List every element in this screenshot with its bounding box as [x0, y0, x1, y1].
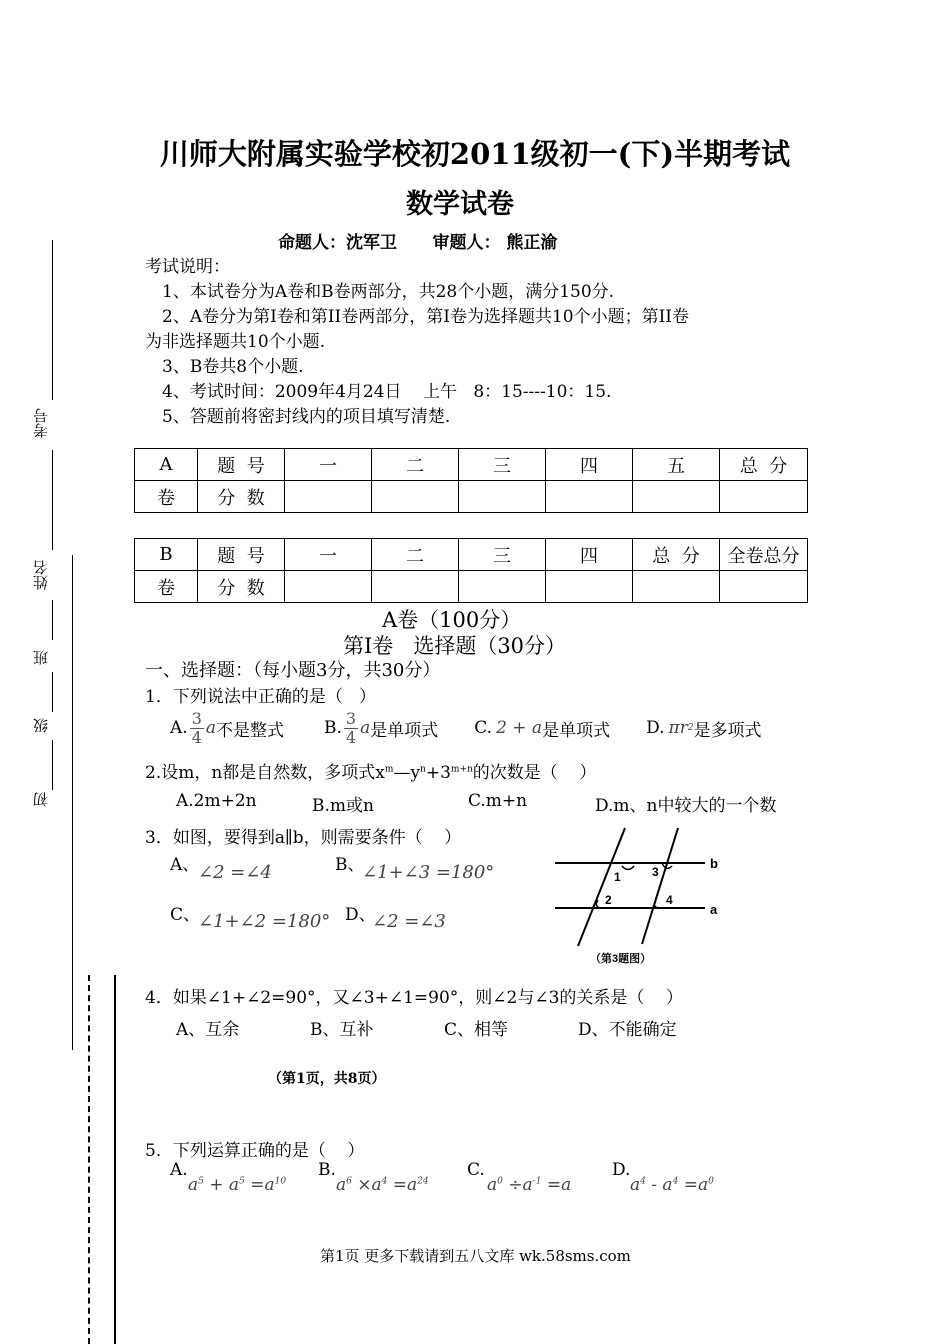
- section-heading: 一、选择题：（每小题3分，共30分）: [145, 660, 441, 681]
- table-a-col-3: 三: [459, 449, 546, 481]
- q1-b-num: 3: [345, 708, 357, 728]
- table-b-row2-header: 分 数: [198, 571, 285, 603]
- q2-mid-2: +3: [425, 763, 451, 783]
- table-b-label-top: B: [135, 539, 198, 571]
- q4-option-a: A、互余: [176, 1020, 240, 1040]
- q3-d-label: D、: [345, 905, 376, 925]
- exam-title: 川师大附属实验学校初2011级初一(下)半期考试: [159, 137, 791, 171]
- instruction-2: 2、A卷分为第I卷和第II卷两部分，第I卷为选择题共10个小题；第II卷: [162, 307, 690, 327]
- angle-arc-1: [622, 866, 634, 870]
- binding-line-3: [52, 600, 53, 640]
- q2-stem-pre: 2.设m，n都是自然数，多项式x: [145, 763, 385, 783]
- q3-figure: [550, 826, 730, 968]
- q2-option-b: B.m或n: [312, 796, 374, 816]
- table-b-score-cell[interactable]: [372, 571, 459, 603]
- table-a-col-total: 总 分: [720, 449, 808, 481]
- q1-b-text: 是单项式: [370, 720, 439, 741]
- seal-line-long: [72, 555, 73, 1050]
- q1-c-math: 2 + a: [496, 718, 543, 738]
- table-a-label-top: A: [135, 449, 198, 481]
- table-a-col-1: 一: [285, 449, 372, 481]
- label-kaohao: 考号: [32, 408, 50, 438]
- q1-a-label: A.: [170, 718, 188, 738]
- label-chu: 初: [32, 792, 50, 807]
- table-a-label-bottom: 卷: [135, 481, 198, 513]
- seal-line-dashed: [88, 975, 90, 1344]
- q3-a-math: ∠2 =∠4: [198, 862, 272, 883]
- score-table-a: [134, 448, 808, 513]
- q2-sup-2: n: [420, 764, 426, 775]
- q1-c-label: C.: [474, 718, 493, 738]
- seal-line-solid: [114, 975, 116, 1344]
- binding-line-5: [52, 740, 53, 790]
- table-a-col-5: 五: [633, 449, 720, 481]
- q1-options: [170, 706, 762, 750]
- q1-a-text: 不是整式: [216, 720, 285, 741]
- q1-a-den: 4: [191, 727, 202, 747]
- table-b-row1-header: 题 号: [198, 539, 285, 571]
- table-a-score-cell[interactable]: [459, 481, 546, 513]
- q1-a-num: 3: [191, 708, 202, 728]
- authors-line: 命题人：沈军卫 审题人： 熊正渝: [278, 233, 558, 253]
- q1-b-var: a: [360, 718, 371, 738]
- q3-c-math: ∠1+∠2 =180°: [198, 911, 331, 932]
- table-b-label-bottom: 卷: [135, 571, 198, 603]
- table-b-score-cell[interactable]: [546, 571, 633, 603]
- q2-sup-1: m: [384, 764, 394, 775]
- q5-d-math: $a^4 - a^4 =a^0$: [630, 1175, 714, 1195]
- table-a-score-cell[interactable]: [720, 481, 808, 513]
- table-a-score-cell[interactable]: [372, 481, 459, 513]
- angle-arc-4: [654, 901, 658, 908]
- table-b-col-1: 一: [285, 539, 372, 571]
- q2-mid-1: —y: [393, 763, 421, 783]
- q4-stem: 4．如果∠1+∠2=90°，又∠3+∠1=90°，则∠2与∠3的关系是（ ）: [145, 988, 684, 1008]
- q3-b-math: ∠1+∠3 =180°: [362, 862, 495, 883]
- q5-stem: 5．下列运算正确的是（ ）: [145, 1141, 365, 1161]
- q1-stem: 1．下列说法中正确的是（ ）: [145, 687, 377, 707]
- table-b-score-cell[interactable]: [459, 571, 546, 603]
- q1-d-sup: 2: [687, 723, 694, 733]
- table-a-score-cell[interactable]: [633, 481, 720, 513]
- q5-c-label: C.: [467, 1160, 485, 1180]
- q5-a-math: $a^5 + a^5 =a^{10}$: [188, 1175, 287, 1195]
- q5-a-label: A.: [170, 1160, 188, 1180]
- table-b-col-3: 三: [459, 539, 546, 571]
- q4-option-b: B、互补: [310, 1020, 374, 1040]
- q3-d-math: ∠2 =∠3: [372, 911, 446, 932]
- q3-b-label: B、: [335, 855, 365, 875]
- q1-d-math: πr: [668, 718, 688, 738]
- label-a: a: [710, 902, 718, 917]
- table-b-score-cell[interactable]: [633, 571, 720, 603]
- page-footer: 第1页 更多下载请到五八文库 wk.58sms.com: [320, 1247, 631, 1265]
- q5-b-label: B.: [318, 1160, 336, 1180]
- angle-3-label: 3: [652, 865, 659, 879]
- label-ji: 级: [32, 718, 50, 733]
- q4-option-d: D、不能确定: [578, 1020, 677, 1040]
- q2-stem: [145, 758, 596, 783]
- q3-a-label: A、: [170, 855, 200, 875]
- angle-2-label: 2: [605, 893, 612, 907]
- table-b-score-cell[interactable]: [285, 571, 372, 603]
- table-a-score-cell[interactable]: [285, 481, 372, 513]
- instruction-4: 4、考试时间：2009年4月24日 上午 8：15----10：15.: [162, 382, 612, 402]
- label-xingming: 姓名: [32, 560, 50, 590]
- table-a-score-cell[interactable]: [546, 481, 633, 513]
- table-b-col-total: 总 分: [633, 539, 720, 571]
- table-b-col-2: 二: [372, 539, 459, 571]
- q3-c-label: C、: [170, 905, 201, 925]
- page-note: （第1页，共8页）: [268, 1071, 386, 1087]
- q1-a-var: a: [205, 718, 217, 738]
- q1-b-label: B.: [324, 718, 342, 738]
- q1-d-label: D.: [646, 718, 665, 738]
- q2-option-a: A.2m+2n: [176, 791, 257, 811]
- part1-title: 第I卷 选择题（30分）: [343, 634, 567, 658]
- binding-line-4: [52, 672, 53, 712]
- q5-b-math: $a^6 \times a^4 =a^{24}$: [336, 1175, 429, 1195]
- exam-subtitle: 数学试卷: [406, 189, 514, 220]
- q4-option-c: C、相等: [444, 1020, 509, 1040]
- q1-b-fraction: [344, 710, 358, 747]
- q5-c-math: $a^0 \div a^{-1} =a$: [487, 1175, 572, 1195]
- table-b-col-4: 四: [546, 539, 633, 571]
- q3-stem: 3．如图，要得到a∥b，则需要条件（ ）: [145, 828, 462, 848]
- q1-a-fraction: [190, 710, 204, 747]
- binding-line-2: [52, 450, 53, 550]
- q2-option-c: C.m+n: [468, 791, 528, 811]
- q2-option-d: D.m、n中较大的一个数: [595, 796, 777, 816]
- table-a-col-4: 四: [546, 449, 633, 481]
- q1-b-den: 4: [345, 727, 357, 747]
- instruction-3: 3、B卷共8个小题.: [162, 357, 304, 377]
- score-table-b: [134, 538, 808, 603]
- angle-arc-2: [596, 900, 600, 908]
- instruction-1: 1、本试卷分为A卷和B卷两部分，共28个小题，满分150分.: [162, 282, 615, 302]
- label-b: b: [710, 856, 718, 871]
- section-a-title: A卷（100分）: [382, 608, 522, 632]
- figure-caption: （第3题图）: [590, 953, 652, 965]
- transversal-left: [578, 828, 625, 946]
- angle-4-label: 4: [666, 893, 673, 907]
- table-b-col-grand-total: 全卷总分: [720, 539, 808, 571]
- label-ban: 班: [32, 650, 50, 665]
- instruction-2-cont: 为非选择题共10个小题.: [145, 332, 326, 352]
- angle-1-label: 1: [614, 870, 621, 884]
- instruction-5: 5、答题前将密封线内的项目填写清楚.: [162, 407, 451, 427]
- q2-sup-3: m+n: [450, 764, 473, 775]
- table-a-col-2: 二: [372, 449, 459, 481]
- q1-d-text: 是多项式: [693, 720, 762, 741]
- transversal-right: [642, 828, 678, 944]
- table-b-score-cell[interactable]: [720, 571, 808, 603]
- binding-line-top: [52, 240, 53, 400]
- q5-d-label: D.: [612, 1160, 631, 1180]
- q2-stem-post: 的次数是（ ）: [472, 763, 597, 783]
- instructions-heading: 考试说明：: [145, 257, 230, 277]
- q1-c-text: 是单项式: [542, 720, 611, 741]
- table-a-row2-header: 分 数: [198, 481, 285, 513]
- table-a-row1-header: 题 号: [198, 449, 285, 481]
